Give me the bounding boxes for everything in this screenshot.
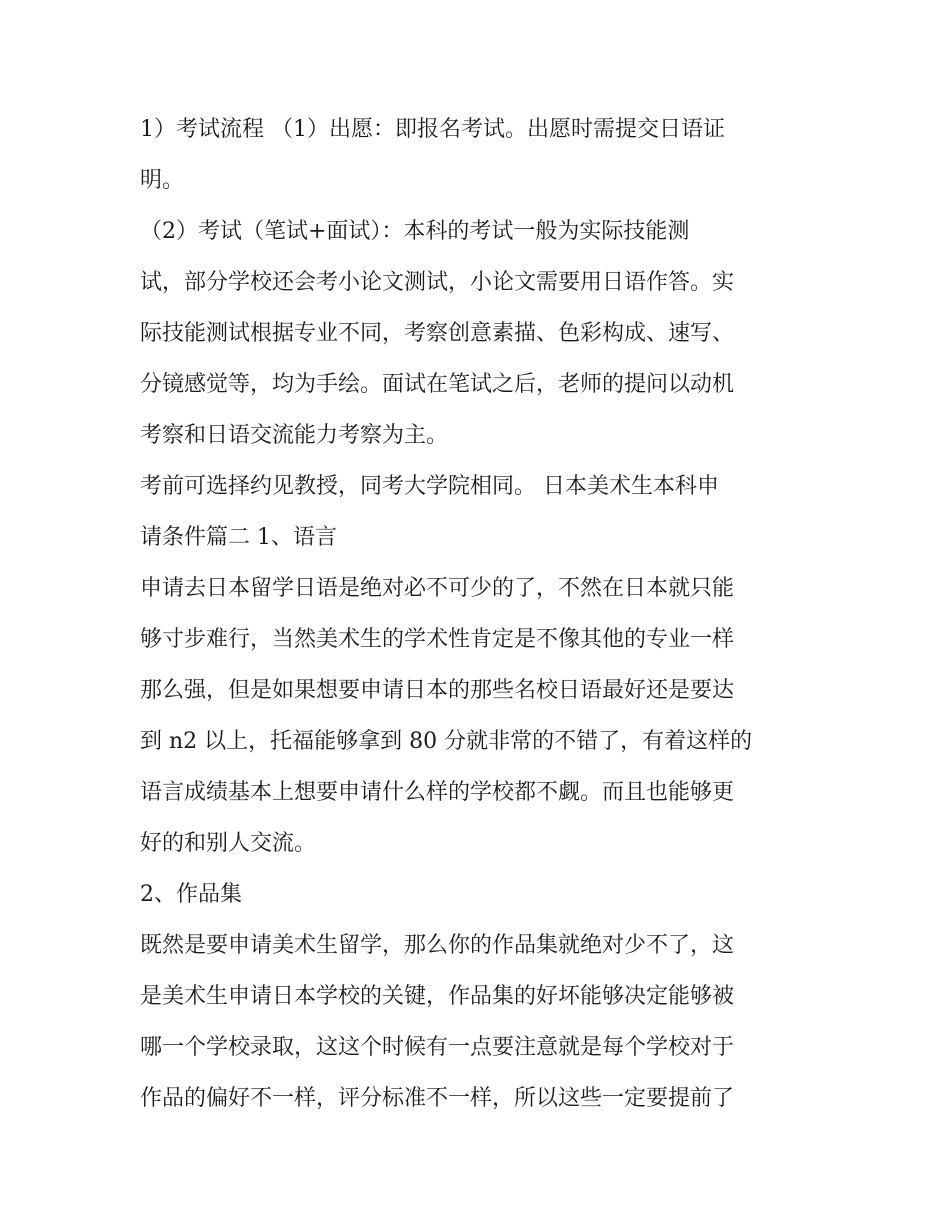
text-line: 那么强，但是如果想要申请日本的那些名校日语最好还是要达 bbox=[140, 678, 735, 703]
document-page bbox=[140, 104, 820, 1124]
text-line: （2）考试（笔试+面试）：本科的考试一般为实际技能测 bbox=[140, 219, 690, 244]
text-line: 语言成绩基本上想要申请什么样的学校都不觑。而且也能够更 bbox=[140, 780, 735, 805]
text-line: 考察和日语交流能力考察为主。 bbox=[140, 423, 449, 448]
text-line: 既然是要申请美术生留学，那么你的作品集就绝对少不了，这 bbox=[140, 933, 735, 958]
text-line: 申请去日本留学日语是绝对必不可少的了，不然在日本就只能 bbox=[140, 576, 735, 601]
text-line: 1）考试流程 （1）出愿：即报名考试。出愿时需提交日语证 bbox=[140, 117, 725, 142]
text-line: 到 n2 以上，托福能够拿到 80 分就非常的不错了，有着这样的 bbox=[140, 729, 753, 754]
text-line: 分镜感觉等，均为手绘。面试在笔试之后，老师的提问以动机 bbox=[140, 372, 735, 397]
text-line: 考前可选择约见教授，同考大学院相同。 日本美术生本科申 bbox=[140, 474, 719, 499]
text-line: 试，部分学校还会考小论文测试，小论文需要用日语作答。实 bbox=[140, 270, 735, 295]
text-line: 好的和别人交流。 bbox=[140, 831, 317, 856]
text-line: 明。 bbox=[140, 168, 185, 193]
text-line: 2、作品集 bbox=[140, 882, 242, 907]
text-line: 是美术生申请日本学校的关键，作品集的好坏能够决定能够被 bbox=[140, 984, 735, 1009]
text-line: 作品的偏好不一样，评分标准不一样，所以这些一定要提前了 bbox=[140, 1086, 735, 1111]
text-line: 际技能测试根据专业不同，考察创意素描、色彩构成、速写、 bbox=[140, 321, 735, 346]
text-line: 请条件篇二 1、语言 bbox=[140, 525, 337, 550]
text-line: 够寸步难行，当然美术生的学术性肯定是不像其他的专业一样 bbox=[140, 627, 735, 652]
text-line: 哪一个学校录取，这这个时候有一点要注意就是每个学校对于 bbox=[140, 1035, 735, 1060]
